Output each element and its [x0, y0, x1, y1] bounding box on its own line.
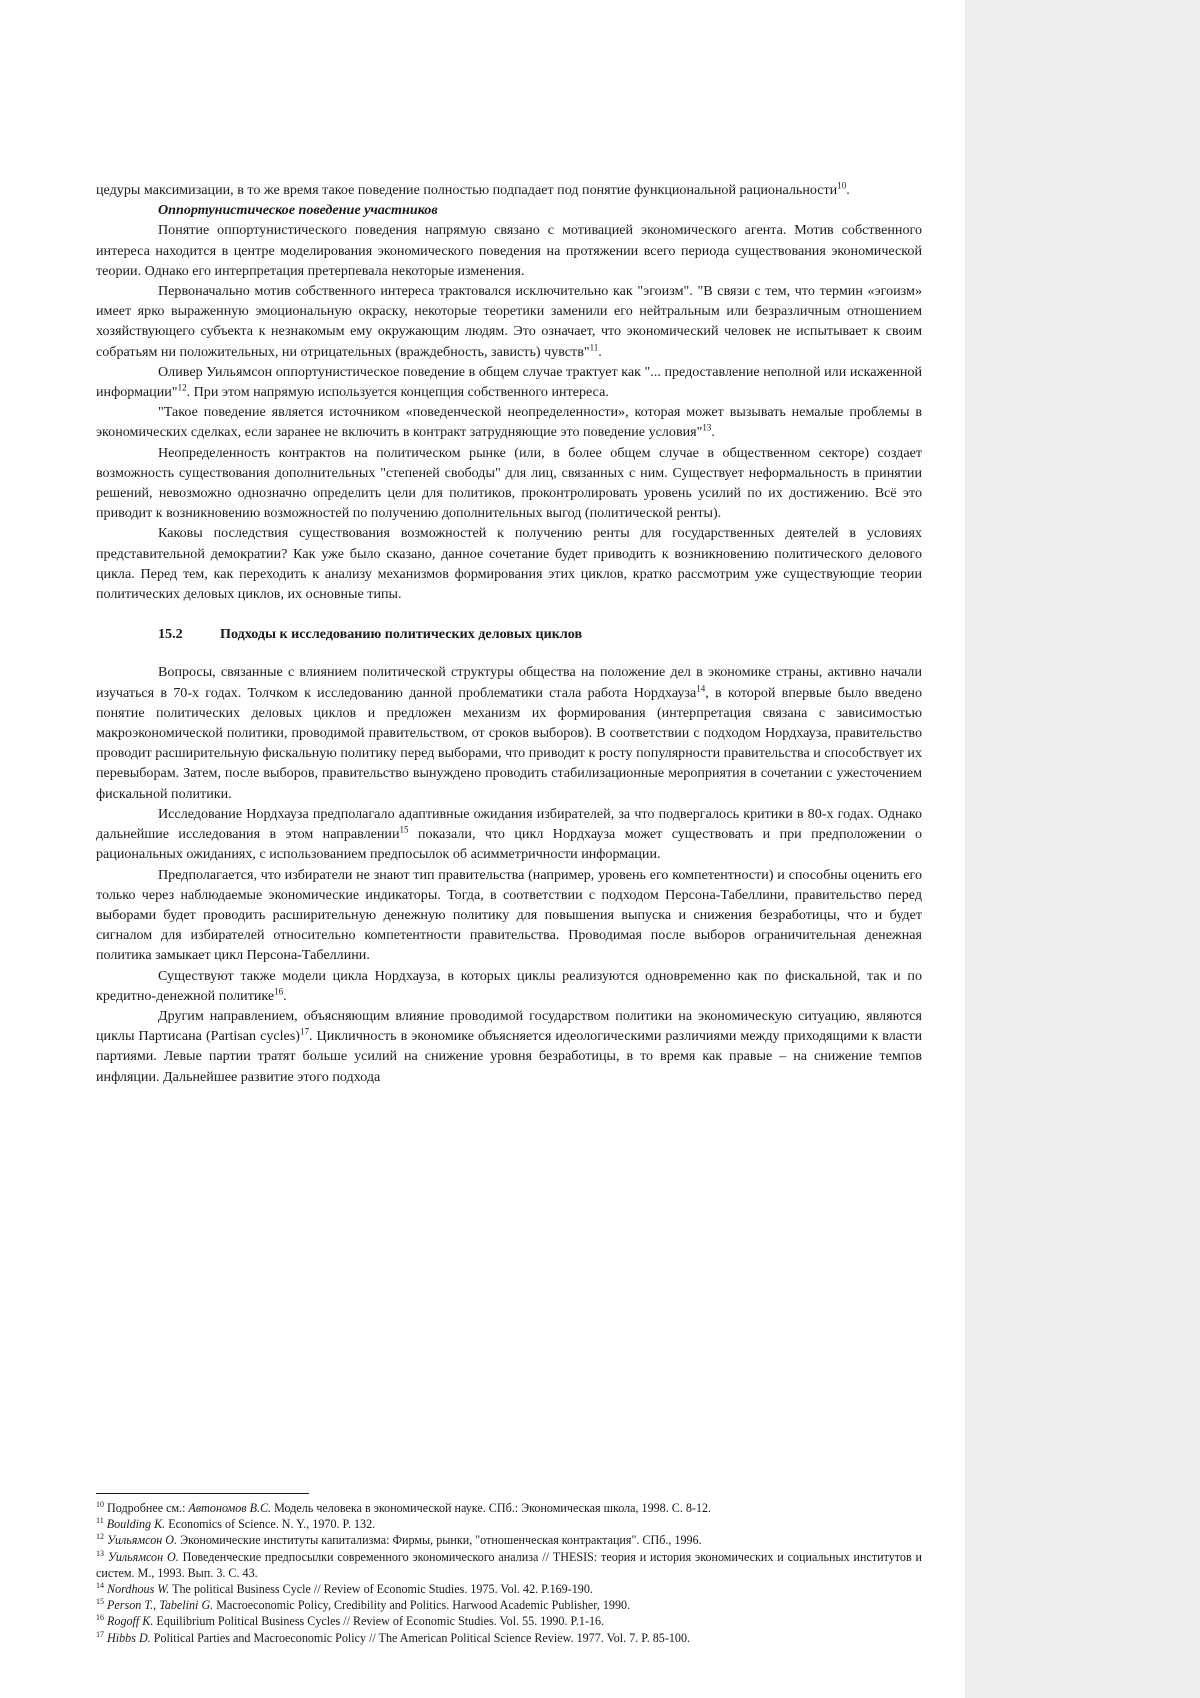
footnote: $^{15}$ Person T., Tabelini G. Macroeconomic Policy, Credibility and Politics. Harwood Academic Publisher, 1990. [96, 1597, 631, 1613]
footnotes [96, 1500, 922, 1646]
paragraph: Исследование Нордхауза предполагало адаптивные ожидания избирателей, за что подвергалось критики в 80-х годах. Однако дальнейшие исследования в этом направлении$^{15}$ показали, что цикл Нордхауза может существовать и при предположении о рациональных ожиданиях, с использованием предпосылок об асимметричности информации. [96, 805, 922, 863]
paragraph: Каковы последствия существования возможностей к получению ренты для государственных деятелей в условиях представительной демократии? Как уже было сказано, данное сочетание будет приводить к возникновению политического делового цикла. Перед тем, как переходить к анализу механизмов формирования этих циклов, кратко рассмотрим уже существующие теории политических деловых циклов, их основные типы. [96, 525, 922, 603]
paragraph: Предполагается, что избиратели не знают тип правительства (например, уровень его компетентности) и способны оценить его только через наблюдаемые экономические индикаторы. Тогда, в соответствии с подходом Персона-Табеллини, правительство перед выборами будет проводить расширительную денежную политику для повышения выпуска и снижения безработицы, что и будет сигналом для избирателей относительно компетентности правительства. Проводимая после выборов ограничительная денежная политика замыкает цикл Персона-Табеллини. [96, 866, 922, 964]
paragraph: Оливер Уильямсон оппортунистическое поведение в общем случае трактует как "... предоставление неполной или искаженной информации"$^{12}$. При этом напрямую используется концепция собственного интереса. [96, 363, 922, 401]
footnote: $^{11}$ Boulding K. Economics of Science. N. Y., 1970. P. 132. [96, 1516, 376, 1532]
footnote: $^{16}$ Rogoff K. Equilibrium Political Business Cycles // Review of Economic Studies. Vol. 55. 1990. P.1-16. [96, 1613, 605, 1629]
section-title: Подходы к исследованию политических деловых циклов [220, 626, 583, 643]
paragraph: "Такое поведение является источником «поведенческой неопределенности», которая может вызывать немалые проблемы в экономических сделках, если заранее не включить в контракт затрудняющие это поведение условия"$^{13}$. [96, 404, 922, 441]
footnote: $^{17}$ Hibbs D. Political Parties and Macroeconomic Policy // The American Political Science Review. 1977. Vol. 7. P. 85-100. [96, 1629, 691, 1645]
paragraph: Понятие оппортунистического поведения напрямую связано с мотивацией экономического агента. Мотив собственного интереса находится в центре моделирования экономического поведения на протяжении всего периода существования экономической теории. Однако его интерпретация претерпевала некоторые изменения. [96, 222, 922, 279]
footnote: $^{13}$ Уильямсон О. Поведенческие предпосылки современного экономического анализа // THESIS: теория и история экономических и социальных институтов и систем. М., 1993. Вып. 3. С. 43. [96, 1548, 922, 1580]
footnote-ref[interactable]: 14 [696, 682, 706, 693]
footnote-ref[interactable]: 15 [399, 824, 409, 835]
footnote: $^{14}$ Nordhous W. The political Business Cycle // Review of Economic Studies. 1975. Vol. 42. P.169-190. [96, 1580, 593, 1597]
continuation-paragraph: цедуры максимизации, в то же время такое поведение полностью подпадает под понятие функциональной рациональности$^{10}$. [96, 180, 850, 198]
paragraph: Неопределенность контрактов на политическом рынке (или, в более общем случае в общественном секторе) создает возможность существования дополнительных "степеней свободы" для лиц, связанных с ним. Существует неформальность в принятии решений, невозможно однозначно определить цели для политиков, проконтролировать уровень усилий по их достижению. Всё это приводит к возникновению возможностей по получению дополнительных выгод (политической ренты). [96, 444, 922, 522]
footnote-ref[interactable]: 13 [702, 422, 712, 433]
footnote-ref[interactable]: 17 [300, 1026, 309, 1037]
footnote-ref[interactable]: 10 [837, 180, 847, 191]
body-text [96, 180, 922, 1087]
paragraph: Вопросы, связанные с влиянием политической структуры общества на положение дел в экономике страны, активно начали изучаться в 70-х годах. Толчком к исследованию данной проблематики стала работа Нордхауза$^{14}$, в которой впервые было введено понятие политических деловых циклов и предложен механизм их формирования (интерпретация связана с зависимостью макроэкономической политики, проводимой правительством, от сроков выборов). В соответствии с подходом Нордхауза, правительство проводит расширительную фискальную политику перед выборами, что приводит к росту популярности правительства и способствует их перевыборам. Затем, после выборов, правительство вынуждено проводить стабилизационные мероприятия в сочетании с ужесточением фискальной политики. [96, 664, 922, 802]
section-number: 15.2 [158, 626, 183, 643]
paragraph: Существуют также модели цикла Нордхауза, в которых циклы реализуются одновременно как по фискальной, так и по кредитно-денежной политике$^{16}$. [96, 967, 922, 1004]
footnote-ref[interactable]: 16 [274, 986, 284, 997]
comment-pane [965, 0, 1200, 1698]
footnote: $^{10}$ Подробнее см.: Автономов В.С. Модель человека в экономической науке. СПб.: Экономическая школа, 1998. С. 8-12. [96, 1499, 712, 1515]
footnote-separator [96, 1493, 309, 1494]
section-heading [96, 624, 922, 644]
footnote: $^{12}$ Уильямсон О. Экономические институты капитализма: Фирмы, рынки, "отношенческая контрактация". СПб., 1996. [96, 1532, 702, 1548]
footnote-ref[interactable]: 11 [589, 341, 599, 352]
paragraph: Другим направлением, объясняющим влияние проводимой государством политики на экономическую ситуацию, являются циклы Партисана (Partisan cycles)$^{17}$. Цикличность в экономике объясняется идеологическими различиями между приходящими к власти партиями. Левые партии тратят больше усилий на снижение уровня безработицы, в то время как правые – на снижение темпов инфляции. Дальнейшее развитие этого подхода [96, 1007, 922, 1085]
subheading: Оппортунистическое поведение участников [158, 202, 438, 219]
footnote-ref[interactable]: 12 [177, 382, 187, 393]
paragraph: Первоначально мотив собственного интереса трактовался исключительно как "эгоизм". "В связи с тем, что термин «эгоизм» имеет ярко выраженную эмоциональную окраску, некоторые теоретики заменили его нейтральным или безразличным отношением хозяйствующего субъекта к незнакомым ему окружающим людям. Это означает, что экономический человек не испытывает к своим собратьям ни положительных, ни отрицательных (враждебность, зависть) чувств"$^{11}$. [96, 283, 922, 360]
